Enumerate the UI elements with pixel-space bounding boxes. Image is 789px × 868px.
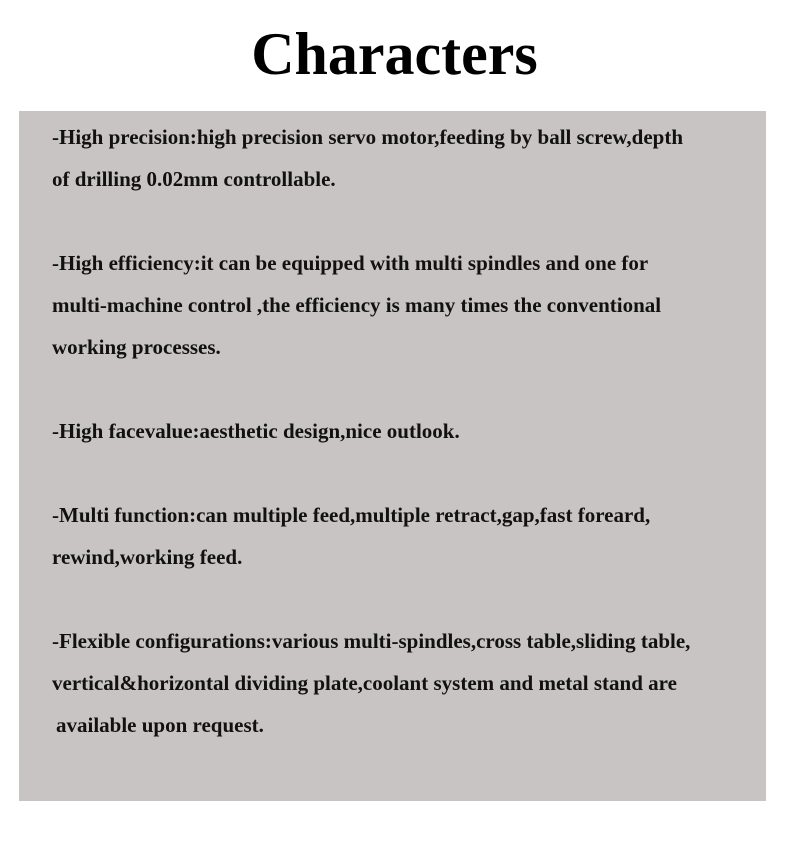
feature-line: of drilling 0.02mm controllable. xyxy=(52,167,336,191)
page-title: Characters xyxy=(251,21,538,87)
feature-line: -High facevalue:aesthetic design,nice outlook. xyxy=(52,419,460,443)
feature-line: vertical&horizontal dividing plate,coolant system and metal stand are xyxy=(52,671,677,695)
feature-high-precision xyxy=(52,116,752,200)
feature-high-efficiency xyxy=(52,242,752,368)
feature-multi-function xyxy=(52,494,752,578)
feature-line: working processes. xyxy=(52,335,221,359)
feature-high-facevalue xyxy=(52,410,752,452)
feature-line: rewind,working feed. xyxy=(52,545,243,569)
feature-line: -Multi function:can multiple feed,multiple retract,gap,fast foreard, xyxy=(52,503,651,527)
features-panel xyxy=(19,111,766,801)
feature-flexible-configurations xyxy=(52,620,752,746)
feature-line: available upon request. xyxy=(56,713,264,737)
feature-line: multi-machine control ,the efficiency is many times the conventional xyxy=(52,293,662,317)
feature-line: -High precision:high precision servo motor,feeding by ball screw,depth xyxy=(52,125,684,149)
feature-line: -Flexible configurations:various multi-spindles,cross table,sliding table, xyxy=(52,629,691,653)
feature-line: -High efficiency:it can be equipped with multi spindles and one for xyxy=(52,251,649,275)
